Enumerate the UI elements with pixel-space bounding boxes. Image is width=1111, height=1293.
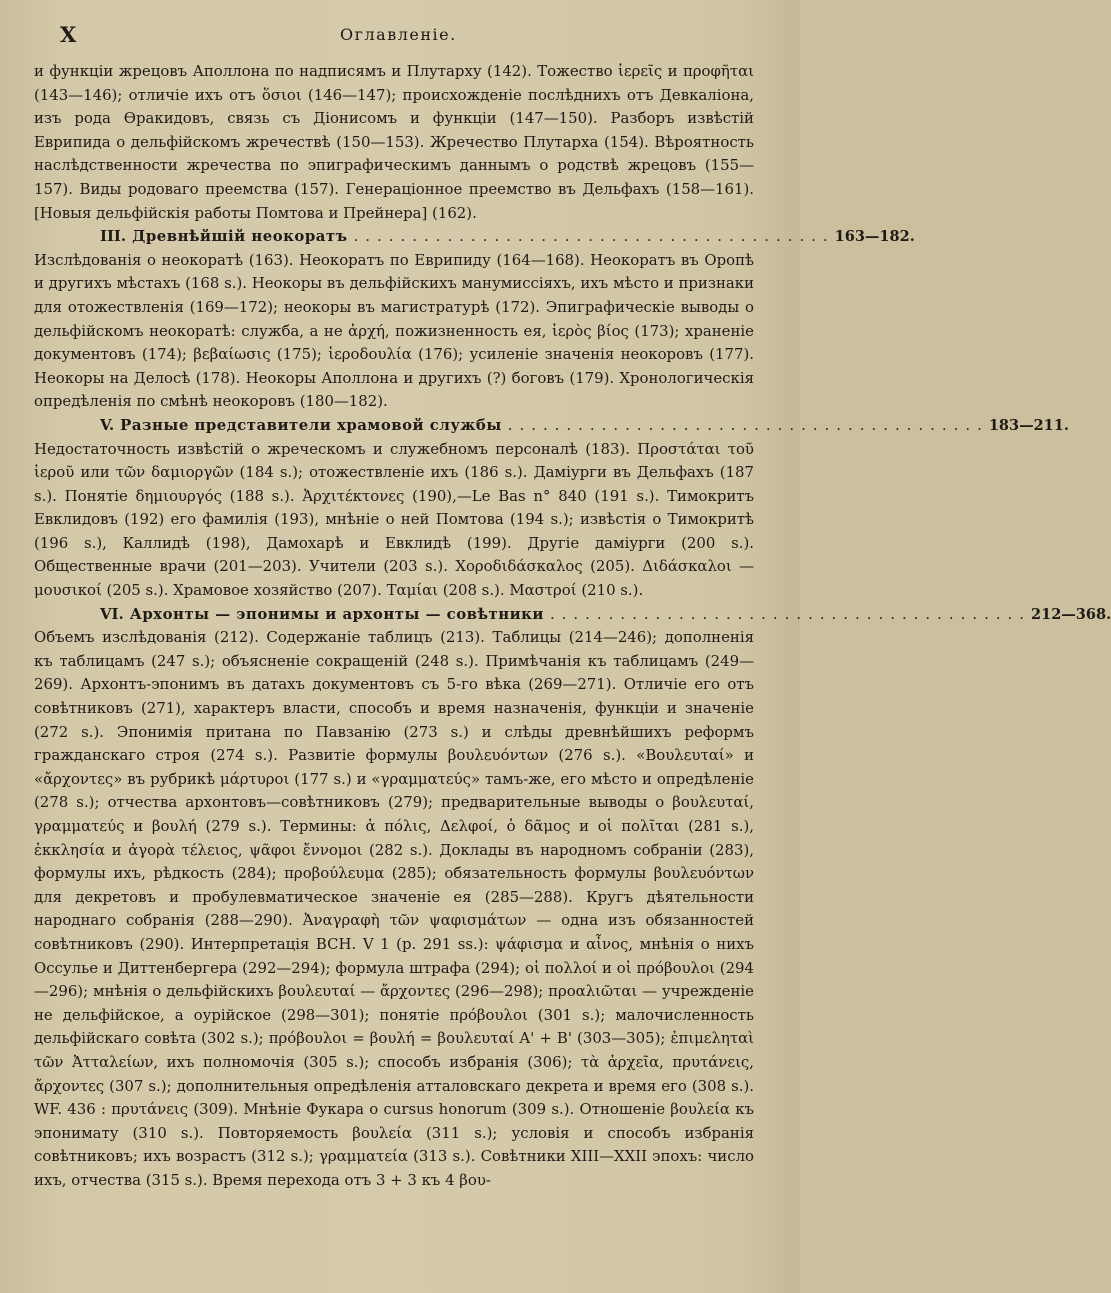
section-pages: 183—211.: [988, 416, 1069, 434]
section-pages: 163—182.: [834, 228, 915, 246]
page-header: [60, 22, 740, 48]
toc-paragraph-priests: и функціи жрецовъ Аполлона по надписямъ и Плутарху (142). Тожество ἱερεῖς и προφῆται (143—146); отличіе ихъ отъ ὅσιοι (146—147); происхожденіе послѣднихъ отъ Девкаліона, изъ рода Ѳракидовъ, связь съ Діонисомъ и функціи (147—150). Разборъ извѣстій Еврипида о дельфійскомъ жречествѣ (150—153). Жречество Плутарха (154). Вѣроятность наслѣдственности жречества по эпиграфическимъ даннымъ о родствѣ жрецовъ (155—157). Виды родоваго преемства (157). Генераціонное преемство въ Дельфахъ (158—161). [Новыя дельфійскія работы Помтова и Прейнера] (162).: [34, 62, 754, 222]
leader-dots: .........................................: [353, 227, 835, 246]
section-title: Древнѣйшій неокоратъ: [132, 227, 348, 246]
section-heading-v: [34, 414, 1069, 438]
leader-dots: .........................................: [549, 604, 1032, 623]
toc-paragraph-temple-service: Недостаточность извѣстій о жреческомъ и служебномъ персоналѣ (183). Προστάται τοῦ ἱεροῦ или τῶν δαμιοργῶν (184 s.); отожествленіе ихъ (186 s.). Даміурги въ Дельфахъ (187 s.). Понятіе δημιουργός (188 s.). Ἀρχιτέκτονες (190),—Le Bas n° 840 (191 s.). Тимокритъ Евклидовъ (192) его фамилія (193), мнѣніе о ней Помтова (194 s.); извѣстія о Тимокритѣ (196 s.), Каллидѣ (198), Дамохарѣ и Евклидѣ (199). Другіе даміурги (200 s.). Общественные врачи (201—203). Учители (203 s.). Χοροδιδάσκαλος (205). Διδάσκαλοι — μουσικοί (205 s.). Храмовое хозяйство (207). Ταμίαι (208 s.). Μαστροί (210 s.).: [34, 439, 754, 600]
section-number: III.: [100, 227, 127, 246]
section-title: Архонты — эпонимы и архонты — совѣтники: [129, 604, 544, 623]
toc-paragraph-archons: Объемъ изслѣдованія (212). Содержаніе таблицъ (213). Таблицы (214—246); дополненія къ таблицамъ (247 s.); объясненіе сокращеній (248 s.). Примѣчанія къ таблицамъ (249—269). Архонтъ-эпонимъ въ датахъ документовъ съ 5-го вѣка (269—271). Отличіе его отъ совѣтниковъ (271), характеръ власти, способъ и время назначенія, функціи и значеніе (272 s.). Эпонимія притана по Павзанію (273 s.) и слѣды древнѣйшихъ реформъ гражданскаго строя (274 s.). Развитіе формулы βουλευόντων (276 s.). «Βουλευταί» и «ἄρχοντες» въ рубрикѣ μάρτυροι (177 s.) и «γραμματεύς» тамъ-же, его мѣсто и опредѣленіе (278 s.); отчества архонтовъ—совѣтниковъ (279); предварительные выводы о βουλευταί, γραμματεύς и βουλή (279 s.). Термины: ἁ πόλις, Δελφοί, ὁ δᾶμος и οἱ πολῖται (281 s.), ἐκκλησία и ἀγορὰ τέλειος, ψᾶφοι ἔννομοι (282 s.). Доклады въ народномъ собраніи (283), формулы ихъ, рѣдкость (284); προβούλευμα (285); обязательность формулы βουλευόντων для декретовъ и пробулевматическое значеніе ея (285—288). Кругъ дѣятельности народнаго собранія (288—290). Ἀναγραφὴ τῶν ψαφισμάτων — одна изъ обязанностей совѣтниковъ (290). Интерпретація BCH. V 1 (р. 291 ss.): ψάφισμα и αἶνος, мнѣнія о нихъ Оссулье и Диттенбергера (292—294); формула штрафа (294); οἱ πολλοί и οἱ πρόβουλοι (294—296); мнѣнія о дельфійскихъ βουλευταί — ἄρχοντες (296—298); προαλιῶται — учрежденіе не дельфійское, а оурійское (298—301); понятіе πρόβουλοι (301 s.); малочисленность дельфійскаго совѣта (302 s.); πρόβουλοι = βουλή = βουλευταί Α' + Β' (303—305); ἐπιμεληταὶ τῶν Ἀτταλείων, ихъ полномочія (305 s.); способъ избранія (306); τὰ ἀρχεῖα, πρυτάνεις, ἄρχοντες (307 s.); дополнительныя опредѣленія атталовскаго декрета и время его (308 s.). WF. 436 : πρυτάνεις (309). Мнѣніе Фукара о cursus honorum (309 s.). Отношеніе βουλεία къ эпонимату (310 s.). Повторяемость βουλεία (311 s.); условія и способъ избранія совѣтниковъ; ихъ возрастъ (312 s.); γραμματεία (313 s.). Совѣтники XIII—XXII эпохъ: число ихъ, отчества (315 s.). Время перехода отъ 3 + 3 къ 4 βου-: [34, 628, 754, 1189]
section-heading-vi: [34, 603, 1111, 627]
leader-dots: .........................................: [507, 415, 989, 434]
toc-body: [34, 60, 1111, 1193]
running-title: Оглавленіе.: [340, 25, 457, 44]
section-title: Разные представители храмовой службы: [120, 415, 502, 434]
section-number: VI.: [100, 604, 124, 623]
section-pages: 212—368.: [1031, 605, 1111, 623]
section-number: V.: [100, 415, 115, 434]
page-number: X: [60, 22, 78, 47]
section-heading-iii: [34, 225, 915, 249]
toc-paragraph-neokoros: Изслѣдованія о неокоратѣ (163). Неокоратъ по Еврипиду (164—168). Неокоратъ въ Оропѣ и другихъ мѣстахъ (168 s.). Неокоры въ дельфійскихъ манумиссіяхъ, ихъ мѣсто и признаки для отожествленія (169—172); неокоры въ магистратурѣ (172). Эпиграфическіе выводы о дельфійскомъ неокоратѣ: служба, а не ἀρχή, пожизненность ея, ἱερὸς βίος (173); храненіе документовъ (174); βεβαίωσις (175); ἱεροδουλία (176); усиленіе значенія неокоровъ (177). Неокоры на Делосѣ (178). Неокоры Аполлона и другихъ (?) боговъ (179). Хронологическія опредѣленія по смѣнѣ неокоровъ (180—182).: [34, 250, 754, 411]
